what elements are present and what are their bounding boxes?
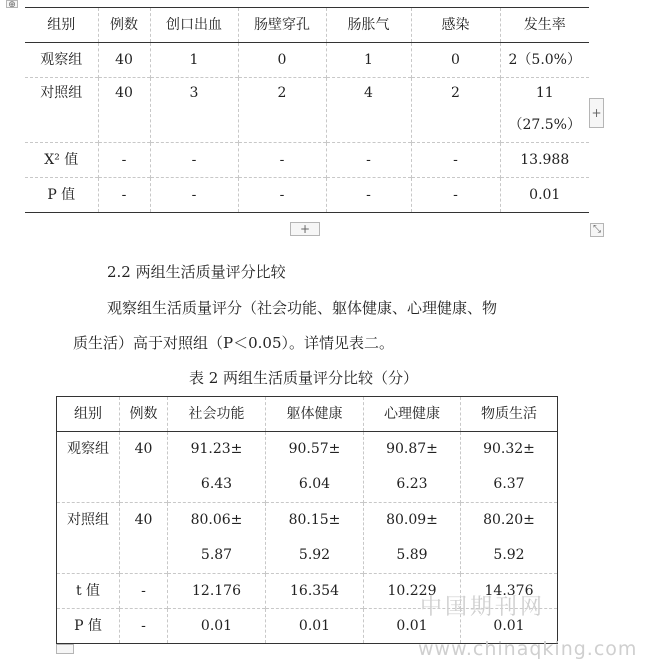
table-cell: 13.988: [500, 143, 589, 178]
table-cell: -: [238, 178, 326, 213]
table-cell: 10.229: [364, 574, 461, 609]
header-cell: 肠胀气: [326, 8, 411, 43]
paragraph-line: 质生活）高于对照组（P＜0.05）。详情见表二。: [73, 334, 394, 352]
table-row: [25, 43, 589, 78]
table-row: [25, 78, 589, 143]
table-cell: t 值: [57, 574, 120, 609]
table-row: [57, 503, 558, 574]
table-cell: 0.01: [266, 609, 364, 644]
header-cell: 感染: [411, 8, 500, 43]
header-cell: 组别: [25, 8, 98, 43]
cell-line: 6.37: [493, 476, 525, 492]
header-cell: 例数: [120, 397, 168, 432]
watermark-url: www.chinaqking.com: [418, 638, 638, 660]
table-cell: 0.01: [500, 178, 589, 213]
watermark-brand: 中国期刊网: [420, 595, 546, 620]
table-cell: -: [326, 178, 411, 213]
table-cell: 2（5.0%）: [500, 43, 589, 78]
table-cell: 40: [120, 503, 168, 574]
cell-line: 5.92: [493, 547, 525, 563]
table-cell: 观察组: [57, 432, 120, 503]
cell-line: （27.5%）: [508, 117, 581, 133]
table-cell: [500, 78, 589, 143]
complication-table: [25, 7, 589, 213]
table-cell: [461, 503, 558, 574]
cell-line: 5.89: [396, 547, 428, 563]
cell-line: 90.87±: [386, 441, 438, 457]
header-cell: 组别: [57, 397, 120, 432]
cell-line: 6.04: [298, 476, 331, 492]
table-cell: [266, 432, 364, 503]
header-cell: 创口出血: [150, 8, 238, 43]
table-resize-handle[interactable]: ⤡: [590, 223, 604, 237]
header-cell: 例数: [98, 8, 150, 43]
table-cell: 1: [326, 43, 411, 78]
paragraph-line: 观察组生活质量评分（社会功能、躯体健康、心理健康、物: [107, 299, 498, 317]
table-cell: X² 值: [25, 143, 98, 178]
table-cell: 1: [150, 43, 238, 78]
table-header-row: [57, 397, 558, 432]
table-header-row: [25, 8, 589, 43]
table-cell: 观察组: [25, 43, 98, 78]
table-cell: 3: [150, 78, 238, 143]
header-cell: 躯体健康: [266, 397, 364, 432]
table-cell: 2: [238, 78, 326, 143]
header-cell: 发生率: [500, 8, 589, 43]
table-cell: P 值: [25, 178, 98, 213]
table-cell: -: [98, 178, 150, 213]
table-cell: 0.01: [364, 609, 461, 644]
table-row: [57, 432, 558, 503]
table-cell: [364, 503, 461, 574]
add-row-button[interactable]: +: [290, 222, 320, 236]
cell-line: 80.15±: [288, 512, 341, 528]
cell-line: 90.32±: [483, 441, 535, 457]
table-cell: -: [411, 178, 500, 213]
table-row: [25, 178, 589, 213]
table-cell: 对照组: [25, 78, 98, 143]
table-move-handle[interactable]: ⊕: [6, 0, 18, 8]
table-cell: [168, 503, 266, 574]
table-cell: -: [98, 143, 150, 178]
header-cell: 肠壁穿孔: [238, 8, 326, 43]
header-cell: 社会功能: [168, 397, 266, 432]
table-cell: 0: [238, 43, 326, 78]
table-cell: 0: [411, 43, 500, 78]
cell-line: 80.06±: [190, 512, 243, 528]
table-cell: 14.376: [461, 574, 558, 609]
table-cell: 0.01: [168, 609, 266, 644]
table-cell: -: [238, 143, 326, 178]
table-cell: -: [411, 143, 500, 178]
table-cell: [364, 432, 461, 503]
table-cell: 对照组: [57, 503, 120, 574]
table-cell: -: [150, 178, 238, 213]
cell-line: 80.09±: [386, 512, 438, 528]
table-cell: 40: [120, 432, 168, 503]
table-cell: 40: [98, 78, 150, 143]
cell-line: 11: [535, 85, 554, 101]
table-cell: [168, 432, 266, 503]
header-cell: 心理健康: [364, 397, 461, 432]
table-cell: 4: [326, 78, 411, 143]
cell-line: 90.57±: [288, 441, 341, 457]
section-heading: 2.2 两组生活质量评分比较: [107, 263, 286, 281]
header-cell: 物质生活: [461, 397, 558, 432]
table-cell: 2: [411, 78, 500, 143]
cell-line: 80.20±: [483, 512, 535, 528]
table-cell: 16.354: [266, 574, 364, 609]
table-cell: -: [120, 574, 168, 609]
cell-line: 6.43: [200, 476, 233, 492]
table-cell: -: [120, 609, 168, 644]
add-column-button[interactable]: +: [589, 98, 604, 128]
table-cell: -: [150, 143, 238, 178]
table-cell: 12.176: [168, 574, 266, 609]
table-cell: -: [326, 143, 411, 178]
table-cell: P 值: [57, 609, 120, 644]
cell-line: 91.23±: [190, 441, 243, 457]
table-resize-handle[interactable]: [56, 644, 74, 654]
table-cell: 0.01: [461, 609, 558, 644]
table-cell: [461, 432, 558, 503]
cell-line: 6.23: [396, 476, 428, 492]
table-cell: [266, 503, 364, 574]
table-cell: 40: [98, 43, 150, 78]
cell-line: 5.87: [200, 547, 233, 563]
cell-line: 5.92: [298, 547, 331, 563]
table-row: [25, 143, 589, 178]
table-caption: 表 2 两组生活质量评分比较（分）: [188, 369, 419, 387]
